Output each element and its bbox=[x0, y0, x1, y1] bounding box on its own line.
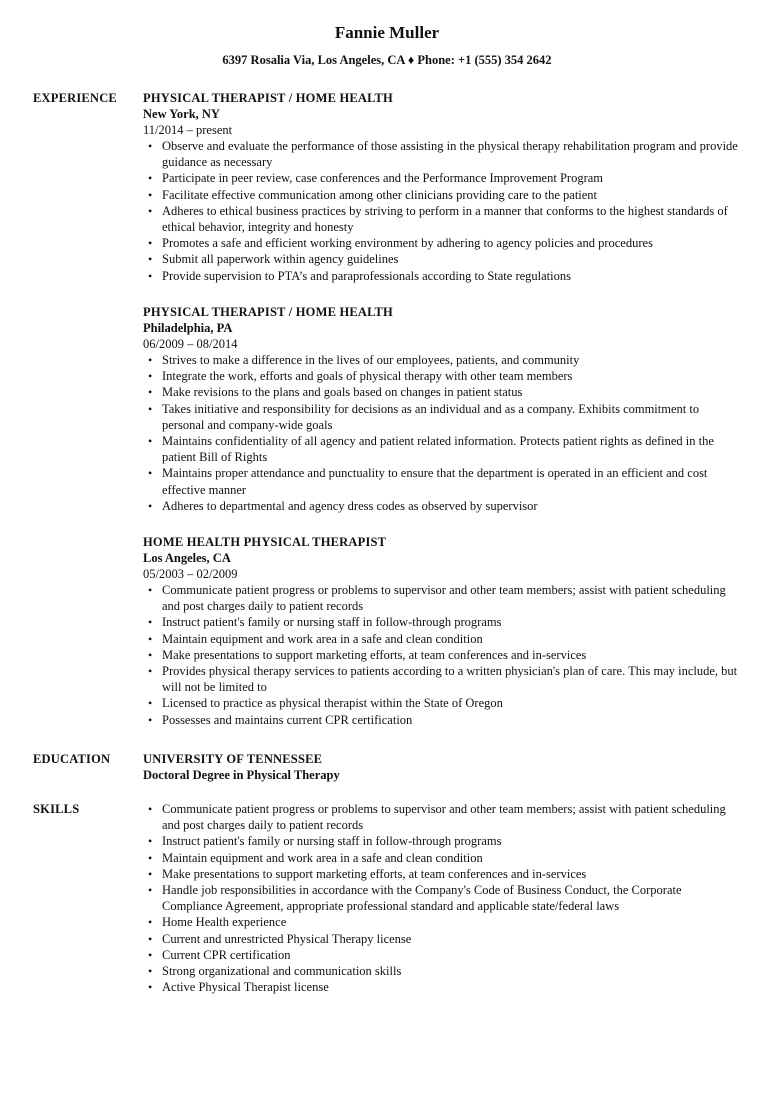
list-item bbox=[143, 647, 743, 663]
bullet-text: Takes initiative and responsibility for decisions as an individual and as a company. Exhibits commitment to personal and company-wide goals bbox=[162, 401, 700, 432]
bullet-icon: • bbox=[148, 712, 153, 727]
degree: Doctoral Degree in Physical Therapy bbox=[143, 768, 340, 782]
bullet-icon: • bbox=[148, 931, 153, 946]
skills-heading: SKILLS bbox=[33, 802, 80, 816]
contact-line: 6397 Rosalia Via, Los Angeles, CA ♦ Phone: +1 (555) 354 2642 bbox=[222, 53, 552, 67]
list-item bbox=[143, 866, 743, 882]
skill-text: Instruct patient's family or nursing staff in follow-through programs bbox=[162, 834, 502, 849]
candidate-name: Fannie Muller bbox=[334, 23, 440, 42]
job-entry-2 bbox=[143, 304, 743, 514]
school-name: UNIVERSITY OF TENNESSEE bbox=[143, 752, 323, 766]
list-item bbox=[143, 352, 743, 368]
job-location: New York, NY bbox=[143, 107, 220, 121]
list-item bbox=[143, 712, 743, 728]
job-title: PHYSICAL THERAPIST / HOME HEALTH bbox=[143, 305, 393, 319]
list-item bbox=[143, 384, 743, 400]
bullet-icon: • bbox=[148, 385, 153, 400]
list-item bbox=[143, 833, 743, 849]
bullet-icon: • bbox=[148, 631, 153, 646]
bullet-icon: • bbox=[148, 583, 153, 597]
bullet-text: Participate in peer review, case conferences and the Performance Improvement Program bbox=[162, 171, 604, 186]
bullet-text: Promotes a safe and efficient working environment by adhering to agency policies and procedures bbox=[162, 236, 653, 251]
bullet-icon: • bbox=[148, 802, 153, 816]
skill-text: Home Health experience bbox=[162, 915, 287, 930]
bullet-icon: • bbox=[148, 171, 153, 186]
list-item bbox=[143, 582, 743, 614]
skills-list-block bbox=[143, 801, 743, 995]
bullet-icon: • bbox=[148, 964, 153, 979]
job-title: PHYSICAL THERAPIST / HOME HEALTH bbox=[143, 91, 393, 105]
bullet-icon: • bbox=[148, 369, 153, 384]
job-entry-3 bbox=[143, 534, 743, 728]
skill-text: Current and unrestricted Physical Therapy license bbox=[162, 931, 412, 946]
skill-text: Handle job responsibilities in accordance with the Company's Code of Business Conduct, the Corporate Compliance Agreement, appropriate professional standard and applicable state/federal laws bbox=[162, 883, 682, 914]
list-item bbox=[143, 251, 743, 267]
list-item bbox=[143, 850, 743, 866]
bullet-text: Facilitate effective communication among other clinicians providing care to the patient bbox=[162, 187, 598, 202]
list-item bbox=[143, 801, 743, 833]
bullet-text: Adheres to ethical business practices by striving to perform in a manner that conforms to the highest standards of ethical behavior, integrity and honesty bbox=[162, 203, 728, 235]
list-item bbox=[143, 947, 743, 963]
bullet-icon: • bbox=[148, 139, 153, 153]
list-item bbox=[143, 268, 743, 284]
job-title: HOME HEALTH PHYSICAL THERAPIST bbox=[143, 535, 387, 549]
bullet-text: Communicate patient progress or problems to supervisor and other team members; assist with patient scheduling and post charges daily to patient records bbox=[162, 583, 726, 614]
list-item bbox=[143, 963, 743, 979]
list-item bbox=[143, 187, 743, 203]
skill-text: Strong organizational and communication skills bbox=[162, 964, 402, 979]
bullet-icon: • bbox=[148, 236, 153, 251]
list-item bbox=[143, 663, 743, 695]
list-item bbox=[143, 433, 743, 465]
bullet-text: Maintains proper attendance and punctuality to ensure that the department is operated in an efficient and cost effective manner bbox=[162, 466, 708, 497]
bullet-text: Strives to make a difference in the lives of our employees, patients, and community bbox=[162, 353, 580, 367]
bullet-icon: • bbox=[148, 834, 153, 849]
skill-text: Communicate patient progress or problems to supervisor and other team members; assist with patient scheduling and post charges daily to patient records bbox=[162, 802, 726, 833]
skills-list bbox=[143, 801, 743, 995]
list-item bbox=[143, 465, 743, 497]
skill-text: Current CPR certification bbox=[162, 947, 291, 962]
job-dates: 05/2003 – 02/2009 bbox=[143, 567, 238, 581]
list-item bbox=[143, 882, 743, 914]
list-item bbox=[143, 170, 743, 186]
list-item bbox=[143, 614, 743, 630]
bullet-text: Provides physical therapy services to patients according to a written physician's plan of care. This may include, but will not be limited to bbox=[162, 664, 738, 695]
bullet-icon: • bbox=[148, 252, 153, 267]
skill-text: Active Physical Therapist license bbox=[162, 980, 329, 995]
bullet-icon: • bbox=[148, 353, 153, 367]
bullet-icon: • bbox=[148, 203, 153, 218]
bullet-icon: • bbox=[148, 498, 153, 513]
job-dates: 06/2009 – 08/2014 bbox=[143, 337, 238, 351]
bullet-text: Make presentations to support marketing efforts, at team conferences and in-services bbox=[162, 647, 587, 662]
bullet-text: Instruct patient's family or nursing staff in follow-through programs bbox=[162, 615, 502, 630]
bullet-text: Submit all paperwork within agency guidelines bbox=[162, 252, 399, 267]
list-item bbox=[143, 235, 743, 251]
list-item bbox=[143, 401, 743, 433]
bullet-icon: • bbox=[148, 915, 153, 930]
list-item bbox=[143, 631, 743, 647]
bullet-icon: • bbox=[148, 615, 153, 630]
bullet-icon: • bbox=[148, 696, 153, 711]
experience-heading: EXPERIENCE bbox=[33, 91, 117, 105]
list-item bbox=[143, 914, 743, 930]
bullet-text: Adheres to departmental and agency dress codes as observed by supervisor bbox=[162, 498, 538, 513]
job-entry-1 bbox=[143, 90, 743, 284]
list-item bbox=[143, 203, 743, 235]
bullet-icon: • bbox=[148, 883, 153, 898]
skill-text: Make presentations to support marketing efforts, at team conferences and in-services bbox=[162, 866, 587, 881]
bullet-icon: • bbox=[148, 401, 153, 416]
bullet-icon: • bbox=[148, 850, 153, 865]
bullet-icon: • bbox=[148, 664, 153, 679]
list-item bbox=[143, 979, 743, 995]
bullet-icon: • bbox=[148, 647, 153, 662]
bullet-text: Licensed to practice as physical therapist within the State of Oregon bbox=[162, 696, 503, 711]
list-item bbox=[143, 138, 743, 170]
education-heading: EDUCATION bbox=[33, 752, 111, 766]
job-dates: 11/2014 – present bbox=[143, 123, 233, 137]
list-item bbox=[143, 368, 743, 384]
job-location: Philadelphia, PA bbox=[143, 321, 233, 335]
education-entry bbox=[143, 751, 743, 783]
bullet-icon: • bbox=[148, 268, 153, 283]
bullet-text: Provide supervision to PTA’s and paraprofessionals according to State regulations bbox=[162, 268, 571, 283]
list-item bbox=[143, 931, 743, 947]
bullet-icon: • bbox=[148, 434, 153, 449]
bullet-text: Observe and evaluate the performance of those assisting in the physical therapy rehabilitation program and provide guidance as necessary bbox=[162, 139, 738, 170]
bullet-icon: • bbox=[148, 466, 153, 481]
bullet-icon: • bbox=[148, 980, 153, 995]
bullet-icon: • bbox=[148, 187, 153, 202]
bullet-text: Maintain equipment and work area in a safe and clean condition bbox=[162, 631, 483, 646]
bullet-text: Possesses and maintains current CPR certification bbox=[162, 712, 413, 727]
job-bullets bbox=[143, 582, 743, 728]
skill-text: Maintain equipment and work area in a safe and clean condition bbox=[162, 850, 483, 865]
bullet-text: Integrate the work, efforts and goals of physical therapy with other team members bbox=[162, 369, 573, 384]
bullet-text: Make revisions to the plans and goals based on changes in patient status bbox=[162, 385, 523, 400]
job-bullets bbox=[143, 352, 743, 514]
job-bullets bbox=[143, 138, 743, 284]
bullet-icon: • bbox=[148, 947, 153, 962]
job-location: Los Angeles, CA bbox=[143, 551, 231, 565]
list-item bbox=[143, 498, 743, 514]
list-item bbox=[143, 695, 743, 711]
bullet-icon: • bbox=[148, 866, 153, 881]
bullet-text: Maintains confidentiality of all agency and patient related information. Protects patient rights as defined in the patient Bill of Rights bbox=[162, 434, 714, 465]
